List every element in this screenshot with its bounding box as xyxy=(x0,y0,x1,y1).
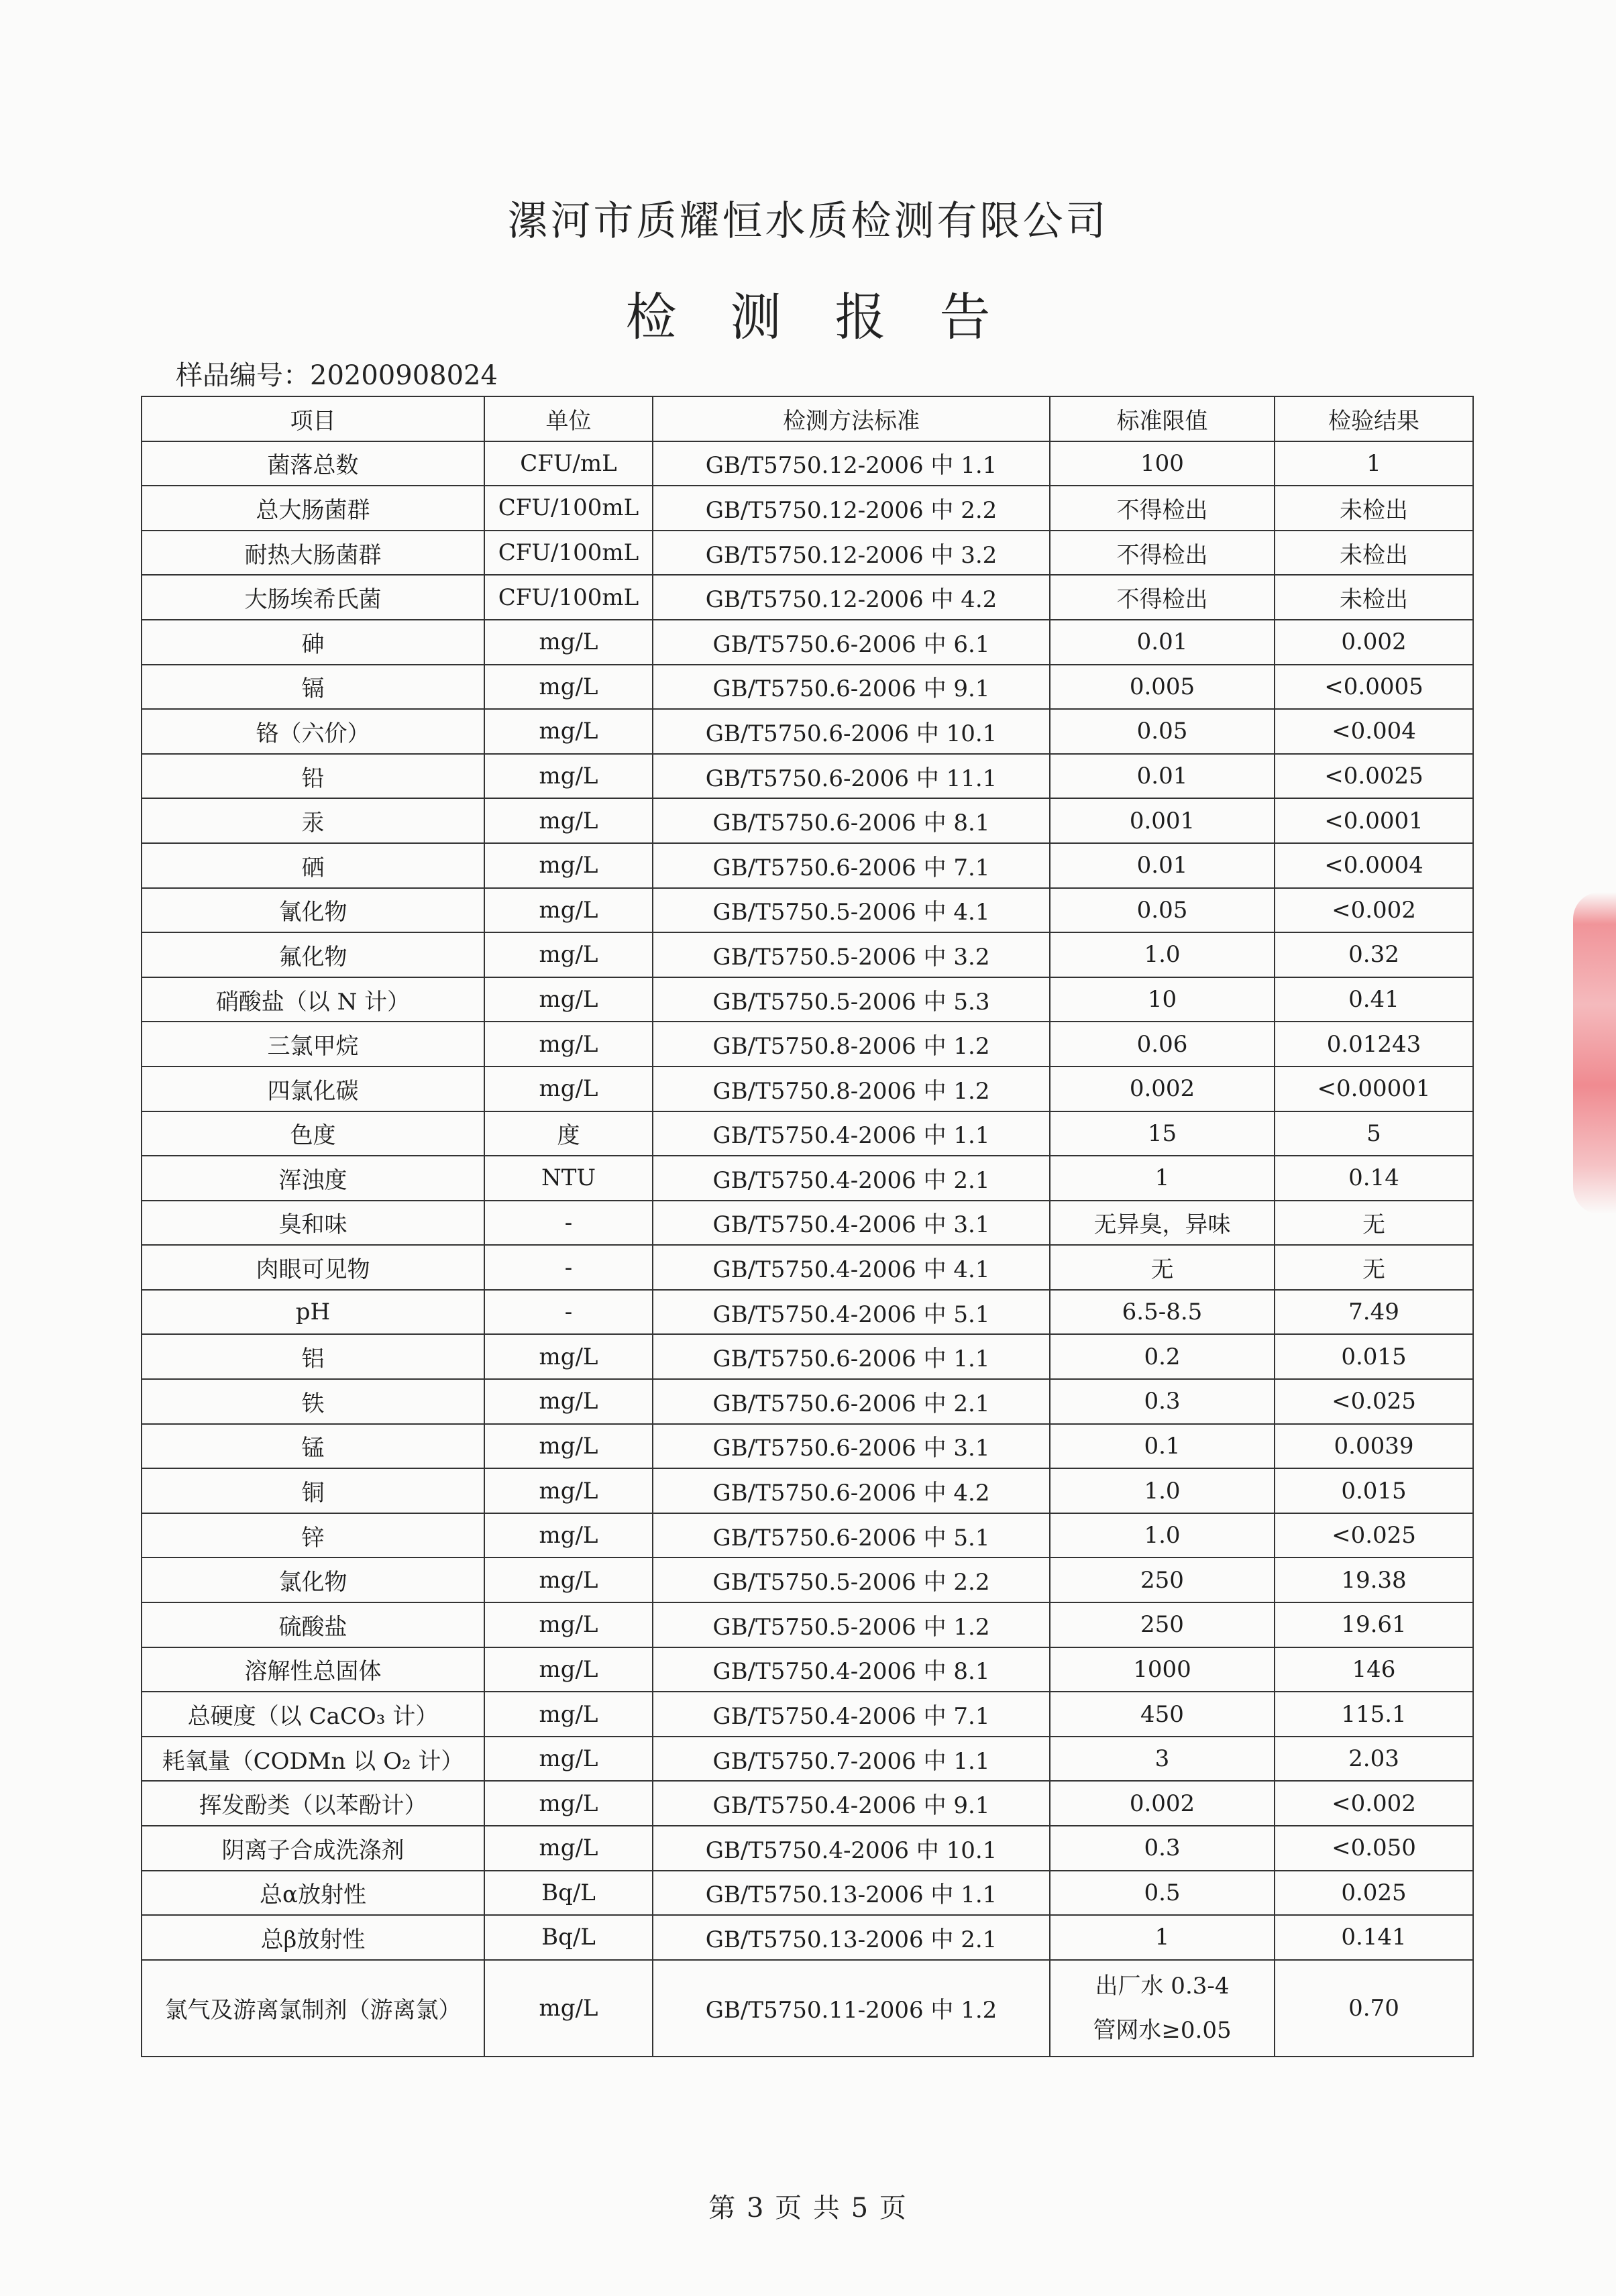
cell-item: 硫酸盐 xyxy=(142,1602,484,1647)
header-item: 项目 xyxy=(142,396,484,441)
company-name: 漯河市质耀恒水质检测有限公司 xyxy=(507,198,1109,245)
cell-method: GB/T5750.4-2006 中 1.1 xyxy=(653,1111,1050,1156)
page-footer xyxy=(0,2187,1616,2225)
cell-limit: 10 xyxy=(1050,977,1275,1022)
cell-limit: 1.0 xyxy=(1050,1468,1275,1513)
cell-result: <0.0001 xyxy=(1275,798,1473,843)
cell-result: 0.01243 xyxy=(1275,1022,1473,1067)
cell-result: 0.002 xyxy=(1275,620,1473,665)
cell-unit: CFU/100mL xyxy=(484,575,653,620)
cell-unit: mg/L xyxy=(484,1692,653,1737)
cell-result: <0.050 xyxy=(1275,1826,1473,1871)
cell-limit: 0.01 xyxy=(1050,754,1275,799)
cell-unit: mg/L xyxy=(484,709,653,754)
cell-method: GB/T5750.4-2006 中 2.1 xyxy=(653,1156,1050,1201)
table-row xyxy=(142,1245,1473,1290)
table-row xyxy=(142,1737,1473,1782)
header-result: 检验结果 xyxy=(1275,396,1473,441)
cell-item: 镉 xyxy=(142,665,484,710)
cell-limit: 250 xyxy=(1050,1602,1275,1647)
cell-limit: 0.3 xyxy=(1050,1826,1275,1871)
cell-result: <0.00001 xyxy=(1275,1067,1473,1111)
cell-item: 铝 xyxy=(142,1334,484,1379)
cell-method: GB/T5750.4-2006 中 3.1 xyxy=(653,1201,1050,1246)
cell-unit: mg/L xyxy=(484,1602,653,1647)
cell-method: GB/T5750.4-2006 中 8.1 xyxy=(653,1647,1050,1692)
cell-method: GB/T5750.6-2006 中 4.2 xyxy=(653,1468,1050,1513)
title-char: 测 xyxy=(730,287,782,347)
cell-item: 总大肠菌群 xyxy=(142,486,484,531)
cell-result: 7.49 xyxy=(1275,1290,1473,1335)
red-seal-stamp xyxy=(1573,892,1616,1214)
cell-unit: mg/L xyxy=(484,1826,653,1871)
cell-unit: mg/L xyxy=(484,843,653,888)
cell-method: GB/T5750.6-2006 中 7.1 xyxy=(653,843,1050,888)
cell-unit: mg/L xyxy=(484,798,653,843)
cell-unit: mg/L xyxy=(484,1513,653,1558)
cell-result: 5 xyxy=(1275,1111,1473,1156)
cell-method: GB/T5750.13-2006 中 2.1 xyxy=(653,1915,1050,1960)
table-row xyxy=(142,843,1473,888)
table-row xyxy=(142,1647,1473,1692)
cell-method: GB/T5750.6-2006 中 9.1 xyxy=(653,665,1050,710)
table-row xyxy=(142,1424,1473,1469)
cell-item: 氯化物 xyxy=(142,1557,484,1602)
cell-unit: mg/L xyxy=(484,620,653,665)
cell-limit: 1.0 xyxy=(1050,1513,1275,1558)
cell-unit: mg/L xyxy=(484,1334,653,1379)
cell-method: GB/T5750.4-2006 中 10.1 xyxy=(653,1826,1050,1871)
cell-limit: 0.1 xyxy=(1050,1424,1275,1469)
cell-result: 1 xyxy=(1275,441,1473,486)
limit-line: 管网水≥0.05 xyxy=(1093,2016,1232,2044)
table-row xyxy=(142,531,1473,576)
cell-result: <0.025 xyxy=(1275,1513,1473,1558)
cell-unit: mg/L xyxy=(484,1781,653,1826)
cell-item: 锰 xyxy=(142,1424,484,1469)
cell-unit: mg/L xyxy=(484,1468,653,1513)
cell-limit: 无异臭，异味 xyxy=(1050,1201,1275,1246)
cell-item: 总β放射性 xyxy=(142,1915,484,1960)
table-row xyxy=(142,620,1473,665)
cell-item: 砷 xyxy=(142,620,484,665)
cell-method: GB/T5750.6-2006 中 6.1 xyxy=(653,620,1050,665)
cell-result: <0.0004 xyxy=(1275,843,1473,888)
cell-result: 0.0039 xyxy=(1275,1424,1473,1469)
footer-middle: 页 共 xyxy=(775,2193,841,2224)
cell-item: 铅 xyxy=(142,754,484,799)
title-char: 告 xyxy=(939,287,991,347)
cell-unit: mg/L xyxy=(484,1647,653,1692)
sample-number xyxy=(176,354,498,392)
table-row xyxy=(142,1334,1473,1379)
cell-limit: 0.002 xyxy=(1050,1067,1275,1111)
cell-unit: mg/L xyxy=(484,1067,653,1111)
cell-limit: 不得检出 xyxy=(1050,531,1275,576)
cell-limit: 0.06 xyxy=(1050,1022,1275,1067)
footer-suffix: 页 xyxy=(879,2193,908,2224)
cell-limit: 1 xyxy=(1050,1156,1275,1201)
cell-limit: 0.5 xyxy=(1050,1871,1275,1916)
table-row xyxy=(142,1156,1473,1201)
cell-result: 0.015 xyxy=(1275,1468,1473,1513)
cell-limit: 250 xyxy=(1050,1557,1275,1602)
cell-limit: 0.05 xyxy=(1050,709,1275,754)
table-row xyxy=(142,1960,1473,2057)
limit-line: 出厂水 0.3-4 xyxy=(1095,1972,1230,2000)
cell-item: 挥发酚类（以苯酚计） xyxy=(142,1781,484,1826)
table-row xyxy=(142,709,1473,754)
cell-unit: - xyxy=(484,1201,653,1246)
cell-unit: mg/L xyxy=(484,1379,653,1424)
cell-item: 四氯化碳 xyxy=(142,1067,484,1111)
cell-method: GB/T5750.4-2006 中 9.1 xyxy=(653,1781,1050,1826)
cell-unit: - xyxy=(484,1245,653,1290)
cell-result: 115.1 xyxy=(1275,1692,1473,1737)
cell-limit: 3 xyxy=(1050,1737,1275,1782)
cell-item: 锌 xyxy=(142,1513,484,1558)
table-row xyxy=(142,1781,1473,1826)
table-row xyxy=(142,1602,1473,1647)
cell-item: 臭和味 xyxy=(142,1201,484,1246)
cell-result: 0.141 xyxy=(1275,1915,1473,1960)
cell-limit: 0.01 xyxy=(1050,620,1275,665)
cell-method: GB/T5750.6-2006 中 8.1 xyxy=(653,798,1050,843)
cell-result: 无 xyxy=(1275,1245,1473,1290)
cell-result: 19.38 xyxy=(1275,1557,1473,1602)
report-title xyxy=(0,276,1616,349)
cell-limit: 0.2 xyxy=(1050,1334,1275,1379)
header-limit: 标准限值 xyxy=(1050,396,1275,441)
cell-item: 总硬度（以 CaCO₃ 计） xyxy=(142,1692,484,1737)
table-row xyxy=(142,1067,1473,1111)
table-row xyxy=(142,441,1473,486)
cell-method: GB/T5750.13-2006 中 1.1 xyxy=(653,1871,1050,1916)
footer-prefix: 第 xyxy=(708,2193,737,2224)
cell-method: GB/T5750.5-2006 中 2.2 xyxy=(653,1557,1050,1602)
table-row xyxy=(142,1111,1473,1156)
sample-value: 20200908024 xyxy=(310,360,498,391)
table-row xyxy=(142,1871,1473,1916)
cell-method: GB/T5750.12-2006 中 3.2 xyxy=(653,531,1050,576)
cell-item: 菌落总数 xyxy=(142,441,484,486)
cell-item: 硒 xyxy=(142,843,484,888)
cell-unit: mg/L xyxy=(484,888,653,933)
cell-method: GB/T5750.5-2006 中 4.1 xyxy=(653,888,1050,933)
cell-limit: 1000 xyxy=(1050,1647,1275,1692)
cell-limit: 0.05 xyxy=(1050,888,1275,933)
table-row xyxy=(142,1290,1473,1335)
cell-item: 铜 xyxy=(142,1468,484,1513)
cell-unit: mg/L xyxy=(484,1960,653,2057)
cell-method: GB/T5750.12-2006 中 1.1 xyxy=(653,441,1050,486)
cell-limit: 0.005 xyxy=(1050,665,1275,710)
cell-item: 溶解性总固体 xyxy=(142,1647,484,1692)
cell-unit: mg/L xyxy=(484,1737,653,1782)
cell-unit: mg/L xyxy=(484,665,653,710)
table-row xyxy=(142,1379,1473,1424)
header-unit: 单位 xyxy=(484,396,653,441)
cell-method: GB/T5750.8-2006 中 1.2 xyxy=(653,1067,1050,1111)
cell-item: 铁 xyxy=(142,1379,484,1424)
cell-unit: CFU/100mL xyxy=(484,486,653,531)
footer-page: 3 xyxy=(746,2193,765,2224)
cell-limit: 不得检出 xyxy=(1050,575,1275,620)
cell-item: 浑浊度 xyxy=(142,1156,484,1201)
title-char: 报 xyxy=(834,287,886,347)
cell-item: 三氯甲烷 xyxy=(142,1022,484,1067)
cell-result: 0.70 xyxy=(1275,1960,1473,2057)
cell-method: GB/T5750.12-2006 中 2.2 xyxy=(653,486,1050,531)
cell-method: GB/T5750.4-2006 中 5.1 xyxy=(653,1290,1050,1335)
footer-total: 5 xyxy=(851,2193,870,2224)
cell-method: GB/T5750.6-2006 中 10.1 xyxy=(653,709,1050,754)
cell-item: 阴离子合成洗涤剂 xyxy=(142,1826,484,1871)
results-table xyxy=(141,396,1474,2057)
cell-method: GB/T5750.11-2006 中 1.2 xyxy=(653,1960,1050,2057)
cell-limit: 1 xyxy=(1050,1915,1275,1960)
cell-result: 0.14 xyxy=(1275,1156,1473,1201)
cell-method: GB/T5750.6-2006 中 2.1 xyxy=(653,1379,1050,1424)
cell-method: GB/T5750.4-2006 中 7.1 xyxy=(653,1692,1050,1737)
cell-item: 氰化物 xyxy=(142,888,484,933)
cell-unit: NTU xyxy=(484,1156,653,1201)
cell-item: 氯气及游离氯制剂（游离氯） xyxy=(142,1960,484,2057)
cell-limit: 无 xyxy=(1050,1245,1275,1290)
cell-unit: mg/L xyxy=(484,1557,653,1602)
cell-result: <0.004 xyxy=(1275,709,1473,754)
table-row xyxy=(142,665,1473,710)
cell-method: GB/T5750.6-2006 中 5.1 xyxy=(653,1513,1050,1558)
cell-item: pH xyxy=(142,1290,484,1335)
table-row xyxy=(142,1468,1473,1513)
table-row xyxy=(142,798,1473,843)
cell-result: 未检出 xyxy=(1275,531,1473,576)
table-row xyxy=(142,754,1473,799)
cell-item: 肉眼可见物 xyxy=(142,1245,484,1290)
cell-limit: 不得检出 xyxy=(1050,486,1275,531)
table-row xyxy=(142,486,1473,531)
cell-result: 0.025 xyxy=(1275,1871,1473,1916)
cell-result: 未检出 xyxy=(1275,486,1473,531)
cell-result: 0.015 xyxy=(1275,1334,1473,1379)
cell-unit: Bq/L xyxy=(484,1871,653,1916)
cell-method: GB/T5750.8-2006 中 1.2 xyxy=(653,1022,1050,1067)
cell-unit: Bq/L xyxy=(484,1915,653,1960)
cell-limit: 0.01 xyxy=(1050,843,1275,888)
cell-limit: 0.3 xyxy=(1050,1379,1275,1424)
cell-item: 大肠埃希氏菌 xyxy=(142,575,484,620)
cell-item: 硝酸盐（以 N 计） xyxy=(142,977,484,1022)
cell-result: 2.03 xyxy=(1275,1737,1473,1782)
table-row xyxy=(142,575,1473,620)
cell-result: 146 xyxy=(1275,1647,1473,1692)
cell-item: 耐热大肠菌群 xyxy=(142,531,484,576)
cell-limit: 100 xyxy=(1050,441,1275,486)
cell-result: 0.41 xyxy=(1275,977,1473,1022)
cell-limit: 0.001 xyxy=(1050,798,1275,843)
cell-result: <0.002 xyxy=(1275,888,1473,933)
cell-method: GB/T5750.4-2006 中 4.1 xyxy=(653,1245,1050,1290)
cell-unit: mg/L xyxy=(484,754,653,799)
cell-method: GB/T5750.6-2006 中 3.1 xyxy=(653,1424,1050,1469)
cell-result: <0.0005 xyxy=(1275,665,1473,710)
cell-limit: 15 xyxy=(1050,1111,1275,1156)
cell-item: 汞 xyxy=(142,798,484,843)
cell-method: GB/T5750.5-2006 中 1.2 xyxy=(653,1602,1050,1647)
cell-limit xyxy=(1050,1960,1275,2057)
table-row xyxy=(142,1692,1473,1737)
cell-method: GB/T5750.12-2006 中 4.2 xyxy=(653,575,1050,620)
title-char: 检 xyxy=(625,287,677,347)
cell-result: <0.0025 xyxy=(1275,754,1473,799)
cell-result: 0.32 xyxy=(1275,932,1473,977)
cell-limit: 6.5-8.5 xyxy=(1050,1290,1275,1335)
cell-limit: 450 xyxy=(1050,1692,1275,1737)
cell-method: GB/T5750.5-2006 中 3.2 xyxy=(653,932,1050,977)
cell-result: 无 xyxy=(1275,1201,1473,1246)
cell-item: 耗氧量（CODMn 以 O₂ 计） xyxy=(142,1737,484,1782)
cell-method: GB/T5750.6-2006 中 11.1 xyxy=(653,754,1050,799)
cell-method: GB/T5750.7-2006 中 1.1 xyxy=(653,1737,1050,1782)
cell-result: 未检出 xyxy=(1275,575,1473,620)
cell-result: 19.61 xyxy=(1275,1602,1473,1647)
cell-unit: - xyxy=(484,1290,653,1335)
table-row xyxy=(142,932,1473,977)
cell-method: GB/T5750.6-2006 中 1.1 xyxy=(653,1334,1050,1379)
cell-result: <0.025 xyxy=(1275,1379,1473,1424)
table-row xyxy=(142,1201,1473,1246)
cell-unit: 度 xyxy=(484,1111,653,1156)
cell-limit: 0.002 xyxy=(1050,1781,1275,1826)
cell-unit: mg/L xyxy=(484,977,653,1022)
table-row xyxy=(142,1826,1473,1871)
cell-unit: CFU/100mL xyxy=(484,531,653,576)
cell-unit: mg/L xyxy=(484,932,653,977)
cell-unit: mg/L xyxy=(484,1022,653,1067)
cell-item: 氟化物 xyxy=(142,932,484,977)
table-row xyxy=(142,1557,1473,1602)
cell-result: <0.002 xyxy=(1275,1781,1473,1826)
cell-limit: 1.0 xyxy=(1050,932,1275,977)
table-row xyxy=(142,888,1473,933)
table-header-row xyxy=(142,396,1473,441)
cell-method: GB/T5750.5-2006 中 5.3 xyxy=(653,977,1050,1022)
table-row xyxy=(142,1022,1473,1067)
cell-unit: CFU/mL xyxy=(484,441,653,486)
cell-item: 色度 xyxy=(142,1111,484,1156)
header-method: 检测方法标准 xyxy=(653,396,1050,441)
table-row xyxy=(142,977,1473,1022)
sample-label: 样品编号： xyxy=(176,360,310,391)
cell-item: 总α放射性 xyxy=(142,1871,484,1916)
cell-item: 铬（六价） xyxy=(142,709,484,754)
table-row xyxy=(142,1915,1473,1960)
table-row xyxy=(142,1513,1473,1558)
cell-unit: mg/L xyxy=(484,1424,653,1469)
